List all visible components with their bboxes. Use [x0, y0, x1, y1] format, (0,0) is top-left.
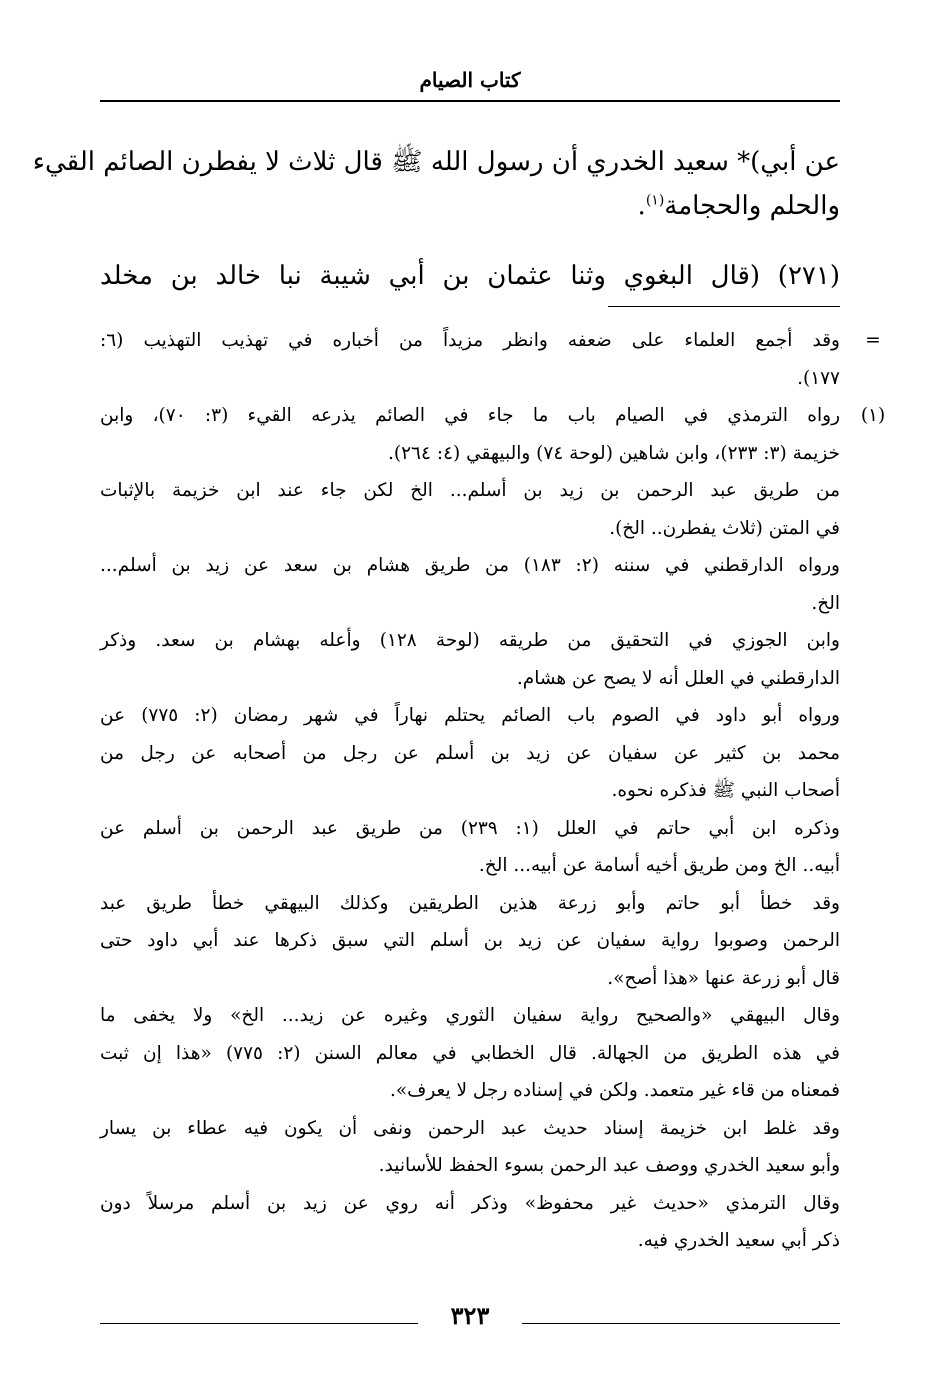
- footnote-line: وقال البيهقي «والصحيح رواية سفيان الثوري وغيره عن زيد... الخ» ولا يخفى ما: [100, 1005, 840, 1026]
- continuation-marker: =: [865, 330, 881, 351]
- footnote-line: ورواه أبو داود في الصوم باب الصائم يحتلم نهاراً في شهر رمضان (٢: ٧٧٥) عن: [100, 705, 840, 726]
- footnote-line: من طريق عبد الرحمن بن زيد بن أسلم... الخ لكن جاء عند ابن خزيمة بالإثبات: [100, 480, 840, 501]
- footnote-continuation: [100, 322, 881, 397]
- footnote-line: في هذه الطريق من الجهالة. قال الخطابي في معالم السنن (٢: ٧٧٥) «هذا إن ثبت: [100, 1042, 840, 1064]
- footnote-line: أبيه.. الخ ومن طريق أخيه أسامة عن أبيه... الخ.: [478, 855, 840, 876]
- main-line-2-tail: .: [637, 191, 646, 221]
- main-text: [32, 140, 840, 298]
- footnote-line: الخ.: [811, 592, 840, 614]
- hadith-heading-line: (٢٧١) (قال البغوي وثنا عثمان بن أبي شيبة نبا خالد بن مخلد: [100, 261, 840, 291]
- footnote-line: أصحاب النبي ﷺ فذكره نحوه.: [611, 780, 840, 801]
- page-number: ٣٢٣: [450, 1301, 490, 1330]
- header-rule: [100, 100, 840, 102]
- footnote-1: [100, 397, 886, 1260]
- footnote-line: ذكر أبي سعيد الخدري فيه.: [637, 1230, 840, 1251]
- running-header-title: كتاب الصيام: [419, 68, 521, 92]
- footnote-line: وقد غلط ابن خزيمة إسناد حديث عبد الرحمن ونفى أن يكون فيه عطاء بن يسار: [100, 1117, 840, 1139]
- footnote-line: قال أبو زرعة عنها «هذا أصح».: [607, 967, 840, 989]
- footnote-line: وابن الجوزي في التحقيق من طريقه (لوحة ١٢٨) وأعله بهشام بن سعد. وذكر: [100, 630, 840, 651]
- footnote-line: فمعناه من قاء غير متعمد. ولكن في إسناده رجل لا يعرف».: [389, 1080, 840, 1101]
- page-number-rule-left: [100, 1323, 418, 1324]
- footnote-line: ١٧٧).: [797, 367, 840, 389]
- footnote-line: وأبو سعيد الخدري ووصف عبد الرحمن بسوء الحفظ للأسانيد.: [378, 1155, 840, 1176]
- main-line-2-text: والحلم والحجامة: [664, 191, 840, 221]
- footnote-line: الدارقطني في العلل أنه لا يصح عن هشام.: [516, 667, 840, 689]
- footnote-line: رواه الترمذي في الصيام باب ما جاء في الصائم يذرعه القيء (٣: ٧٠)، وابن: [100, 405, 841, 426]
- footnote-line: محمد بن كثير عن سفيان عن زيد بن أسلم عن رجل من أصحابه عن رجل من: [100, 742, 840, 764]
- footnote-separator: [608, 306, 840, 307]
- footnote-line: وقد أجمع العلماء على ضعفه وانظر مزيداً من أخباره في تهذيب التهذيب (٦:: [100, 330, 840, 351]
- footnote-line: وذكره ابن أبي حاتم في العلل (١: ٢٣٩) من طريق عبد الرحمن بن أسلم عن: [100, 817, 840, 839]
- footnote-line: الرحمن وصوبوا رواية سفيان عن زيد بن أسلم التي سبق ذكرها عند أبي داود حتى: [100, 930, 840, 951]
- book-page: [32, 0, 886, 1388]
- footnote-number: (١): [860, 405, 886, 426]
- footnotes-section: [100, 322, 886, 1260]
- footnote-line: ورواه الدارقطني في سننه (٢: ١٨٣) من طريق هشام بن سعد عن زيد بن أسلم...: [100, 555, 840, 576]
- footnote-reference[interactable]: (١): [645, 192, 665, 209]
- main-line-2: [100, 184, 840, 228]
- footnote-line: وقال الترمذي «حديث غير محفوظ» وذكر أنه روي عن زيد بن أسلم مرسلاً دون: [100, 1192, 840, 1214]
- footnote-line: في المتن (ثلاث يفطرن.. الخ).: [609, 517, 840, 539]
- footnote-line: خزيمة (٣: ٢٣٣)، وابن شاهين (لوحة ٧٤) والبيهقي (٤: ٢٦٤).: [388, 442, 840, 464]
- footnote-line: وقد خطأ أبو حاتم وأبو زرعة هذين الطريقين وكذلك البيهقي خطأ طريق عبد: [100, 892, 840, 914]
- main-line-1: عن أبي)* سعيد الخدري أن رسول الله ﷺ قال ثلاث لا يفطرن الصائم القيء: [32, 147, 840, 177]
